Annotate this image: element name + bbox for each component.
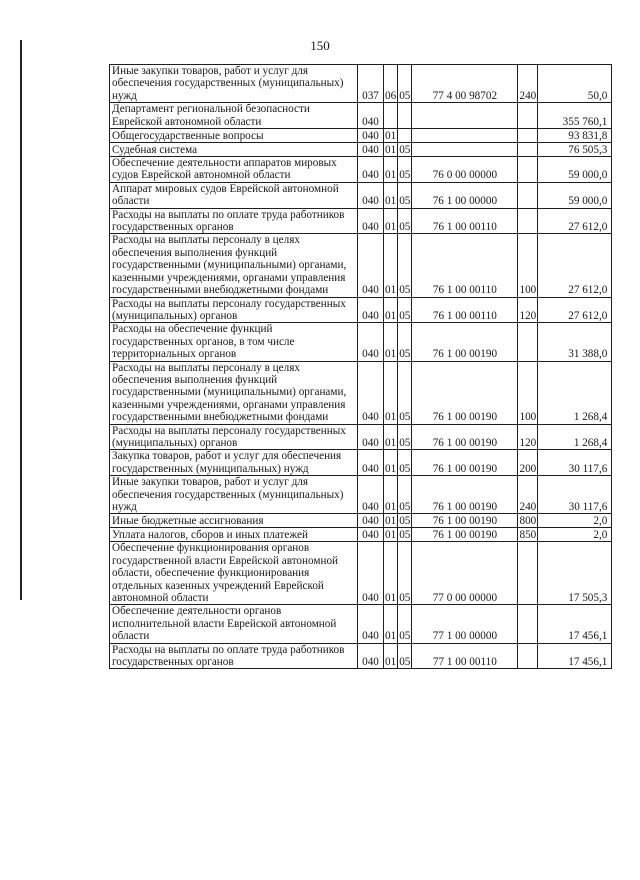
row-expense-type-cell xyxy=(518,182,538,208)
row-subsection-cell xyxy=(398,103,412,129)
row-name-cell: Судебная система xyxy=(110,143,358,157)
row-ved-code-cell: 040 xyxy=(358,643,384,669)
row-section-cell: 01 xyxy=(384,424,398,450)
table-row xyxy=(110,208,612,234)
row-amount-cell: 1 268,4 xyxy=(538,361,612,424)
binding-margin-line xyxy=(20,40,22,600)
row-subsection-cell: 05 xyxy=(398,424,412,450)
table-row xyxy=(110,643,612,669)
table-row xyxy=(110,514,612,528)
row-ved-code-cell: 040 xyxy=(358,297,384,323)
row-target-article-cell: 76 1 00 00000 xyxy=(412,182,518,208)
row-section-cell: 01 xyxy=(384,476,398,514)
row-name-cell: Обеспечение функционирования органов государственной власти Еврейской автономной области, обеспечение функционирования отдельных казенных учреждений Еврейской автономной области xyxy=(110,542,358,605)
row-expense-type-cell: 800 xyxy=(519,515,537,527)
row-ved-code-cell: 040 xyxy=(358,234,384,297)
row-subsection-cell: 05 xyxy=(398,476,412,514)
row-target-article-cell: 76 1 00 00110 xyxy=(412,297,518,323)
row-target-article-cell: 76 1 00 00190 xyxy=(412,323,518,361)
row-amount-cell: 76 505,3 xyxy=(538,143,612,157)
row-amount-cell: 30 117,6 xyxy=(538,450,612,476)
row-name-cell: Уплата налогов, сборов и иных платежей xyxy=(110,528,358,542)
row-target-article-cell xyxy=(412,129,518,143)
row-expense-type-cell: 120 xyxy=(518,424,538,450)
row-name-cell: Департамент региональной безопасности Еврейской автономной области xyxy=(110,103,358,129)
row-ved-code-cell: 040 xyxy=(358,476,384,514)
row-subsection-cell: 05 xyxy=(398,323,412,361)
row-section-cell: 01 xyxy=(384,542,398,605)
row-name-cell: Расходы на выплаты персоналу государственных (муниципальных) органов xyxy=(110,424,358,450)
row-expense-type-cell: 200 xyxy=(518,450,538,476)
row-target-article-cell: 76 1 00 00110 xyxy=(412,208,518,234)
row-expense-type-cell: 240 xyxy=(518,65,538,103)
row-section-cell: 01 xyxy=(384,605,398,643)
row-section-cell xyxy=(384,103,398,129)
row-subsection-cell: 05 xyxy=(398,65,412,103)
row-amount-cell: 27 612,0 xyxy=(538,234,612,297)
row-section-cell: 01 xyxy=(385,529,397,541)
row-name-cell: Обеспечение деятельности аппаратов мировых судов Еврейской автономной области xyxy=(110,157,358,183)
row-target-article-cell: 76 1 00 00190 xyxy=(412,476,518,514)
row-expense-type-cell xyxy=(518,542,538,605)
row-section-cell: 01 xyxy=(384,361,398,424)
row-section-cell: 01 xyxy=(384,182,398,208)
row-amount-cell: 17 505,3 xyxy=(538,542,612,605)
row-target-article-cell: 76 1 00 00190 xyxy=(412,528,518,542)
row-subsection-cell: 05 xyxy=(398,361,412,424)
row-name-cell: Обеспечение деятельности органов исполнительной власти Еврейской автономной области xyxy=(110,605,358,643)
row-amount-cell: 355 760,1 xyxy=(538,103,612,129)
row-subsection-cell: 05 xyxy=(398,643,412,669)
row-section-cell: 06 xyxy=(384,65,398,103)
row-subsection-cell: 05 xyxy=(399,143,411,156)
row-expense-type-cell xyxy=(518,129,538,143)
table-row xyxy=(110,323,612,361)
row-subsection-cell: 05 xyxy=(398,450,412,476)
row-section-cell: 01 xyxy=(385,143,397,156)
row-target-article-cell: 76 1 00 00190 xyxy=(412,361,518,424)
row-section-cell: 01 xyxy=(384,450,398,476)
row-subsection-cell: 05 xyxy=(398,297,412,323)
table-row xyxy=(110,65,612,103)
row-ved-code-cell: 040 xyxy=(358,208,384,234)
row-target-article-cell: 76 1 00 00190 xyxy=(412,514,518,528)
row-expense-type-cell xyxy=(518,643,538,669)
row-subsection-cell: 05 xyxy=(398,234,412,297)
row-section-cell: 01 xyxy=(384,157,398,183)
row-name-cell: Расходы на выплаты по оплате труда работников государственных органов xyxy=(110,643,358,669)
row-ved-code-cell: 040 xyxy=(358,361,384,424)
row-expense-type-cell: 120 xyxy=(518,297,538,323)
row-expense-type-cell: 100 xyxy=(518,361,538,424)
row-expense-type-cell xyxy=(518,605,538,643)
row-name-cell: Аппарат мировых судов Еврейской автономной области xyxy=(110,182,358,208)
budget-table-body xyxy=(110,65,612,669)
row-amount-cell: 27 612,0 xyxy=(538,208,612,234)
row-ved-code-cell: 040 xyxy=(358,605,384,643)
table-row xyxy=(110,103,612,129)
row-ved-code-cell: 040 xyxy=(358,129,384,143)
row-subsection-cell xyxy=(398,129,412,143)
row-ved-code-cell: 040 xyxy=(358,103,384,129)
row-target-article-cell: 76 1 00 00190 xyxy=(412,450,518,476)
row-amount-cell: 30 117,6 xyxy=(538,476,612,514)
row-amount-cell: 93 831,8 xyxy=(538,129,612,143)
row-amount-cell: 59 000,0 xyxy=(538,157,612,183)
row-section-cell: 01 xyxy=(384,643,398,669)
row-section-cell: 01 xyxy=(385,129,397,142)
row-target-article-cell: 77 0 00 00000 xyxy=(412,542,518,605)
row-subsection-cell: 05 xyxy=(399,529,411,541)
row-subsection-cell: 05 xyxy=(398,542,412,605)
table-row xyxy=(110,528,612,542)
row-amount-cell: 2,0 xyxy=(538,514,612,528)
table-row xyxy=(110,129,612,143)
row-expense-type-cell: 240 xyxy=(518,476,538,514)
row-expense-type-cell xyxy=(518,143,538,157)
table-row xyxy=(110,361,612,424)
page-number: 150 xyxy=(310,38,330,53)
row-amount-cell: 27 612,0 xyxy=(538,297,612,323)
row-ved-code-cell: 040 xyxy=(358,323,384,361)
row-name-cell: Иные закупки товаров, работ и услуг для обеспечения государственных (муниципальных) нужд xyxy=(110,476,358,514)
table-row xyxy=(110,605,612,643)
row-name-cell: Расходы на выплаты персоналу в целях обеспечения выполнения функций государственными (муниципальными) органами, казенными учреждениями, органами управления государственными внебюджетными фондами xyxy=(110,361,358,424)
row-amount-cell: 17 456,1 xyxy=(538,643,612,669)
table-row xyxy=(110,182,612,208)
row-section-cell: 01 xyxy=(385,515,397,527)
table-row xyxy=(110,143,612,157)
row-target-article-cell: 77 4 00 98702 xyxy=(412,65,518,103)
table-row xyxy=(110,157,612,183)
row-name-cell: Общегосударственные вопросы xyxy=(110,129,358,143)
row-amount-cell: 50,0 xyxy=(538,65,612,103)
table-row xyxy=(110,424,612,450)
row-ved-code-cell: 037 xyxy=(358,65,384,103)
row-expense-type-cell xyxy=(518,323,538,361)
table-row xyxy=(110,234,612,297)
row-name-cell: Расходы на обеспечение функций государственных органов, в том числе территориальных органов xyxy=(110,323,358,361)
budget-table xyxy=(109,64,612,669)
row-target-article-cell: 76 1 00 00190 xyxy=(412,424,518,450)
row-ved-code-cell: 040 xyxy=(358,450,384,476)
row-subsection-cell: 05 xyxy=(398,182,412,208)
row-expense-type-cell xyxy=(518,103,538,129)
table-row xyxy=(110,297,612,323)
table-row xyxy=(110,476,612,514)
row-name-cell: Расходы на выплаты персоналу в целях обеспечения выполнения функций государственными (муниципальными) органами, казенными учреждениями, органами управления государственными внебюджетными фондами xyxy=(110,234,358,297)
row-ved-code-cell: 040 xyxy=(358,143,384,157)
row-target-article-cell: 76 0 00 00000 xyxy=(412,157,518,183)
row-section-cell: 01 xyxy=(384,297,398,323)
row-name-cell: Закупка товаров, работ и услуг для обеспечения государственных (муниципальных) нужд xyxy=(110,450,358,476)
row-target-article-cell: 77 1 00 00110 xyxy=(412,643,518,669)
row-subsection-cell: 05 xyxy=(398,605,412,643)
row-expense-type-cell xyxy=(518,157,538,183)
table-row xyxy=(110,542,612,605)
row-ved-code-cell: 040 xyxy=(358,424,384,450)
row-amount-cell: 31 388,0 xyxy=(538,323,612,361)
row-ved-code-cell: 040 xyxy=(358,157,384,183)
table-row xyxy=(110,450,612,476)
row-expense-type-cell xyxy=(518,208,538,234)
row-expense-type-cell: 850 xyxy=(519,529,537,541)
row-section-cell: 01 xyxy=(384,323,398,361)
row-name-cell: Расходы на выплаты персоналу государственных (муниципальных) органов xyxy=(110,297,358,323)
row-amount-cell: 59 000,0 xyxy=(538,182,612,208)
row-amount-cell: 2,0 xyxy=(538,528,612,542)
row-ved-code-cell: 040 xyxy=(358,182,384,208)
row-target-article-cell xyxy=(412,103,518,129)
row-amount-cell: 1 268,4 xyxy=(538,424,612,450)
row-subsection-cell: 05 xyxy=(398,157,412,183)
row-name-cell: Иные закупки товаров, работ и услуг для обеспечения государственных (муниципальных) нужд xyxy=(110,65,358,103)
row-target-article-cell xyxy=(412,143,518,157)
row-target-article-cell: 77 1 00 00000 xyxy=(412,605,518,643)
row-subsection-cell: 05 xyxy=(399,515,411,527)
row-section-cell: 01 xyxy=(384,234,398,297)
row-section-cell: 01 xyxy=(384,208,398,234)
row-name-cell: Иные бюджетные ассигнования xyxy=(110,514,358,528)
row-name-cell: Расходы на выплаты по оплате труда работников государственных органов xyxy=(110,208,358,234)
row-target-article-cell: 76 1 00 00110 xyxy=(412,234,518,297)
row-ved-code-cell: 040 xyxy=(358,542,384,605)
row-ved-code-cell: 040 xyxy=(358,514,384,528)
row-expense-type-cell: 100 xyxy=(518,234,538,297)
row-ved-code-cell: 040 xyxy=(358,528,384,542)
row-amount-cell: 17 456,1 xyxy=(538,605,612,643)
row-subsection-cell: 05 xyxy=(398,208,412,234)
